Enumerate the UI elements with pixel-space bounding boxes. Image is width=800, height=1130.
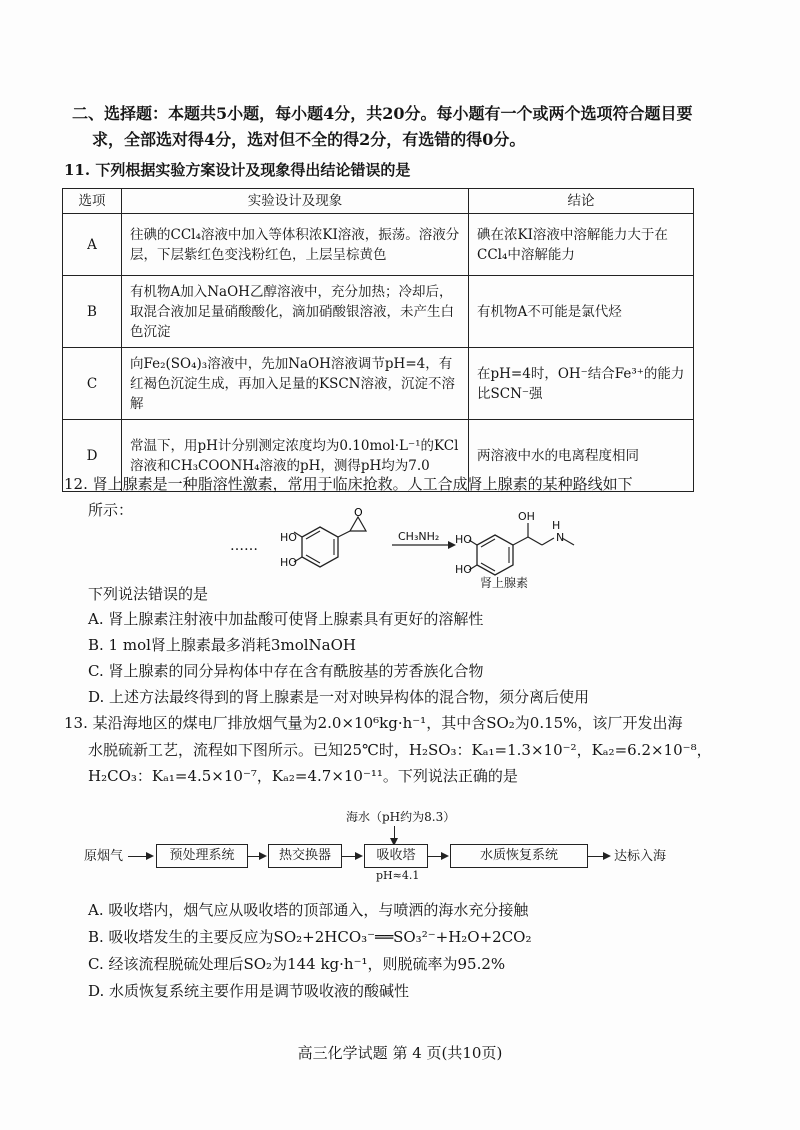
reaction-dots: …… <box>230 538 258 554</box>
flow-input: 原烟气 <box>84 849 124 864</box>
seawater-label: 海水（pH约为8.3） <box>346 810 456 824</box>
header-option: 选项 <box>63 189 122 214</box>
q12-option-a: A. 肾上腺素注射液中加盐酸可使肾上腺素具有更好的溶解性 <box>88 610 484 628</box>
flow-box-water-recovery: 水质恢复系统 <box>450 844 588 868</box>
product-nh-label: H <box>552 519 561 532</box>
epoxide-ring <box>350 517 366 531</box>
flow-box-heat-exchanger: 热交换器 <box>268 844 342 868</box>
table-row <box>63 276 694 348</box>
page-footer: 高三化学试题 第 4 页(共10页) <box>297 1044 503 1062</box>
q13-option-c: C. 经该流程脱硫处理后SO₂为144 kg·h⁻¹，则脱硫率为95.2% <box>88 955 506 973</box>
q13-option-a: A. 吸收塔内，烟气应从吸收塔的顶部通入，与喷洒的海水充分接触 <box>88 901 529 919</box>
row-option: C <box>63 348 122 420</box>
table-row <box>63 348 694 420</box>
q11-header-row <box>63 189 694 214</box>
ph-note: pH≈4.1 <box>376 869 420 882</box>
q12-option-d: D. 上述方法最终得到的肾上腺素是一对对映异构体的混合物，须分离后使用 <box>88 688 590 706</box>
q11-stem: 11. 下列根据实验方案设计及现象得出结论错误的是 <box>64 161 411 179</box>
header-conclusion: 结论 <box>469 189 694 214</box>
product-benzene-ring <box>477 535 513 575</box>
q12-option-c: C. 肾上腺素的同分异构体中存在含有酰胺基的芳香族化合物 <box>88 662 484 680</box>
header-design: 实验设计及现象 <box>122 189 469 214</box>
flow-box-absorber: 吸收塔 <box>364 844 428 868</box>
product-name: 肾上腺素 <box>480 576 529 590</box>
epoxide-o-label: O <box>354 506 363 519</box>
q13-stem-line3: H₂CO₃：Kₐ₁=4.5×10⁻⁷，Kₐ₂=4.7×10⁻¹¹。下列说法正确的是 <box>88 767 518 785</box>
flow-output: 达标入海 <box>614 849 667 864</box>
row-design: 向Fe₂(SO₄)₃溶液中，先加NaOH溶液调节pH=4，有红褐色沉淀生成，再加入足量的KSCN溶液，沉淀不溶解 <box>122 348 469 420</box>
row-design: 往碘的CCl₄溶液中加入等体积浓KI溶液，振荡。溶液分层，下层紫红色变浅粉红色，上层呈棕黄色 <box>122 214 469 276</box>
q12-stem-line1: 12. 肾上腺素是一种脂溶性激素，常用于临床抢救。人工合成肾上腺素的某种路线如下 <box>64 475 633 493</box>
row-design: 常温下，用pH计分别测定浓度均为0.10mol·L⁻¹的KCl溶液和CH₃COONH₄溶液的pH，测得pH均为7.0 <box>122 420 469 492</box>
product-ho-bottom: HO <box>455 563 472 576</box>
reagent-label: CH₃NH₂ <box>398 530 440 543</box>
q12-stem-line2: 所示： <box>88 501 134 519</box>
row-option: B <box>63 276 122 348</box>
row-conclusion: 碘在浓KI溶液中溶解能力大于在CCl₄中溶解能力 <box>469 214 694 276</box>
product-n-label: N <box>556 531 565 544</box>
row-option: D <box>63 420 122 492</box>
row-design: 有机物A加入NaOH乙醇溶液中，充分加热；冷却后，取混合液加足量硝酸酸化，滴加硝酸银溶液，未产生白色沉淀 <box>122 276 469 348</box>
q13-option-b: B. 吸收塔发生的主要反应为SO₂+2HCO₃⁻══SO₃²⁻+H₂O+2CO₂ <box>88 928 532 946</box>
q12-option-b: B. 1 mol肾上腺素最多消耗3molNaOH <box>88 636 356 654</box>
section-header-line1: 二、选择题：本题共5小题，每小题4分，共20分。每小题有一个或两个选项符合题目要 <box>72 104 693 123</box>
q13-stem-line2: 水脱硫新工艺，流程如下图所示。已知25℃时，H₂SO₃：Kₐ₁=1.3×10⁻²，Kₐ₂=6.2×10⁻⁸， <box>88 741 712 759</box>
reactant-ho-bottom: HO <box>280 556 297 569</box>
product-oh-label: OH <box>518 510 535 523</box>
q13-stem-line1: 13. 某沿海地区的煤电厂排放烟气量为2.0×10⁶kg·h⁻¹，其中含SO₂为0.15%，该厂开发出海 <box>64 714 683 732</box>
table-row <box>63 214 694 276</box>
row-conclusion: 两溶液中水的电离程度相同 <box>469 420 694 492</box>
q12-prompt: 下列说法错误的是 <box>88 585 209 603</box>
reactant-ho-top: HO <box>280 531 297 544</box>
q13-option-d: D. 水质恢复系统主要作用是调节吸收液的酸碱性 <box>88 982 410 1000</box>
row-conclusion: 有机物A不可能是氯代烃 <box>469 276 694 348</box>
section-header-line2: 求，全部选对得4分，选对但不全的得2分，有选错的得0分。 <box>92 130 526 149</box>
row-conclusion: 在pH=4时，OH⁻结合Fe³⁺的能力比SCN⁻强 <box>469 348 694 420</box>
reactant-benzene-ring <box>302 527 338 567</box>
flow-box-pretreatment: 预处理系统 <box>156 844 248 868</box>
q11-table <box>62 188 694 492</box>
row-option: A <box>63 214 122 276</box>
product-ho-top: HO <box>455 533 472 546</box>
